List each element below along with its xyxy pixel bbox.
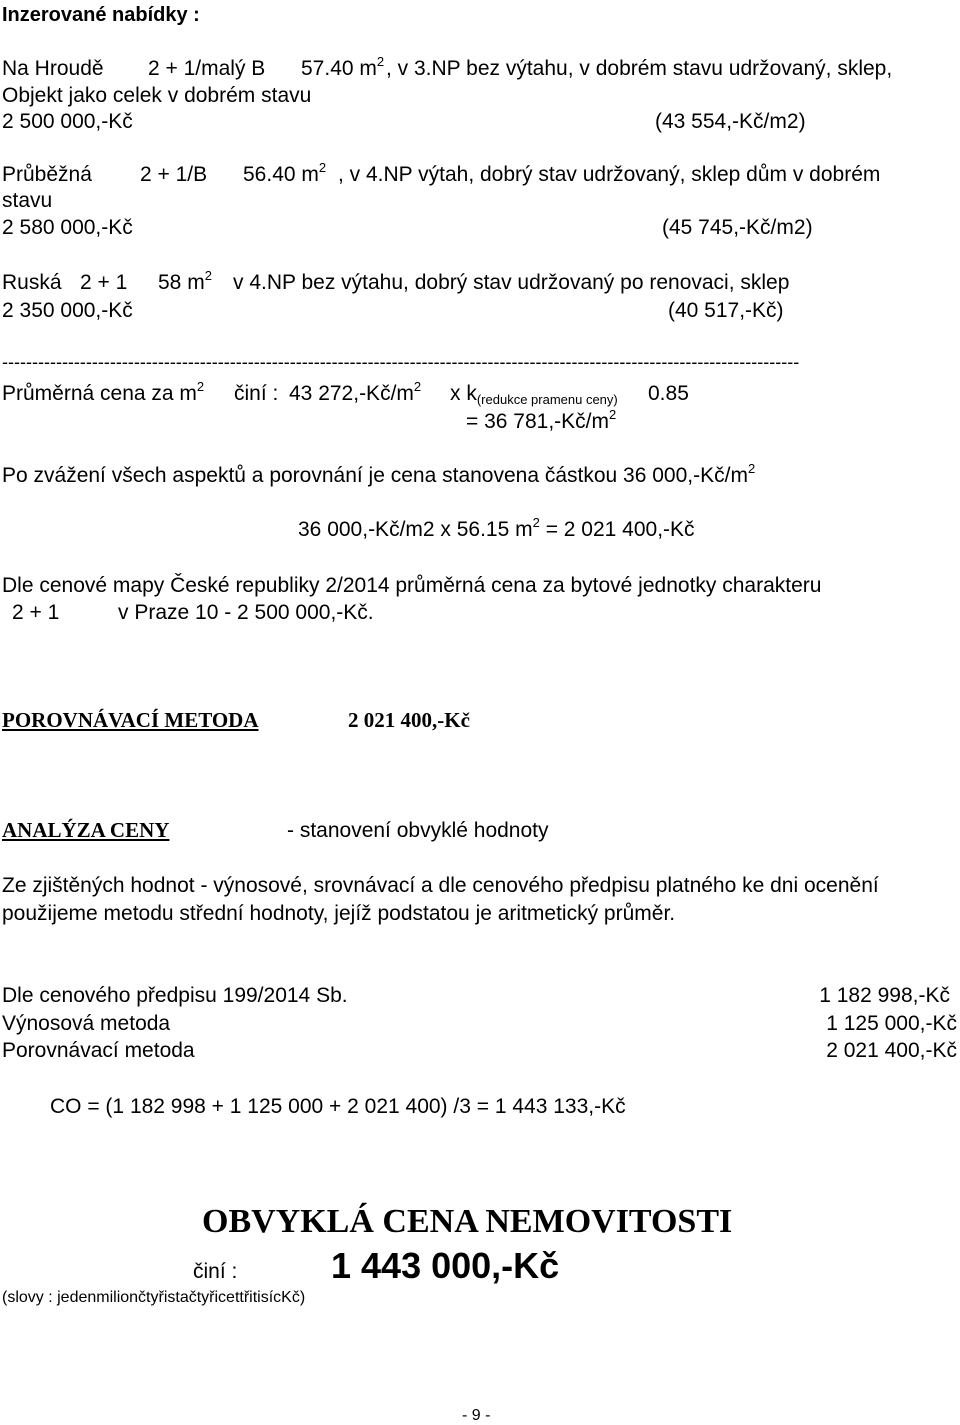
- offer-2-area: 56.40 $m^2$: [243, 160, 327, 186]
- offer-1-area: 57.40 $m^2$: [301, 54, 385, 80]
- comparison-method-title: POROVNÁVACÍ METODA: [2, 708, 259, 732]
- offer-2-price: 2 580 000,-Kč: [2, 216, 133, 239]
- average-label: Průměrná cena za $m^2$: [2, 379, 205, 405]
- reduction-coefficient: x $k_{(redukce pramenu ceny)}$: [450, 382, 618, 407]
- consideration-text: Po zvážení všech aspektů a porovnání je cena stanovena částkou 36 $000,-Kč/m^2$: [2, 461, 756, 487]
- price-map-line2: v Praze 10 - 2 500 000,-Kč.: [118, 601, 374, 624]
- offer-1-price-per-m2: (43 554,-Kč/m2): [655, 110, 806, 133]
- summary-row-label: Výnosová metoda: [2, 1012, 171, 1035]
- consideration-calculation: 36 000,-Kč/m2 x 56.15 $m^2 = 2$ 021 400,-Kč: [298, 515, 695, 541]
- offer-2-street: Průběžná: [2, 163, 92, 186]
- offer-2-description: , v 4.NP výtah, dobrý stav udržovaný, sklep dům v dobrém: [338, 163, 881, 186]
- reduction-value: 0.85: [648, 382, 689, 405]
- offer-1-street: Na Hroudě: [2, 57, 104, 80]
- offer-3-street: Ruská: [2, 271, 62, 294]
- average-value: 43 $272,-Kč/m^2$: [289, 379, 422, 405]
- offer-2-line2: stavu: [2, 189, 53, 212]
- offers-heading: Inzerované nabídky :: [2, 4, 200, 26]
- summary-row-label: Porovnávací metoda: [2, 1039, 195, 1062]
- price-map-line1: Dle cenové mapy České republiky 2/2014 průměrná cena za bytové jednotky charakteru: [2, 574, 822, 597]
- offer-2-price-per-m2: (45 745,-Kč/m2): [662, 216, 813, 239]
- final-value: 1 443 000,-Kč: [331, 1245, 560, 1286]
- final-cini: činí :: [193, 1260, 238, 1283]
- offer-3-layout: 2 + 1: [80, 271, 128, 294]
- co-formula: CO = (1 182 998 + 1 125 000 + 2 021 400) /3 = 1 443 133,-Kč: [50, 1095, 626, 1118]
- summary-row-value: 1 182 998,-Kč: [819, 984, 950, 1007]
- offer-2-layout: 2 + 1/B: [140, 163, 208, 186]
- analysis-subtitle: - stanovení obvyklé hodnoty: [287, 819, 549, 842]
- offer-1-price: 2 500 000,-Kč: [2, 110, 133, 133]
- final-words: (slovy : jedenmiliončtyřistačtyřicettřitisícKč): [2, 1289, 306, 1306]
- offer-1-description: , v 3.NP bez výtahu, v dobrém stavu udržovaný, sklep,: [386, 57, 893, 80]
- summary-row-value: 2 021 400,-Kč: [826, 1039, 957, 1062]
- offer-1-layout: 2 + 1/malý B: [148, 57, 266, 80]
- page-number: - 9 -: [462, 1407, 491, 1424]
- analysis-paragraph-line1: Ze zjištěných hodnot - výnosové, srovnávací a dle cenového předpisu platného ke dni ocenění: [2, 874, 879, 897]
- summary-row-label: Dle cenového předpisu 199/2014 Sb.: [2, 984, 348, 1007]
- offer-3-price-per-m2: (40 517,-Kč): [668, 299, 784, 322]
- offer-3-description: v 4.NP bez výtahu, dobrý stav udržovaný po renovaci, sklep: [233, 271, 790, 294]
- offer-3-area: 58 $m^2$: [158, 268, 212, 294]
- final-title: OBVYKLÁ CENA NEMOVITOSTI: [202, 1203, 733, 1240]
- average-result: = 36 $781,-Kč/m^2$: [466, 407, 617, 433]
- dashed-separator: -------------------------------------------------------------------------------------------------------------------------------------: [2, 353, 800, 371]
- analysis-title: ANALÝZA CENY: [2, 818, 170, 842]
- summary-row-value: 1 125 000,-Kč: [826, 1012, 957, 1035]
- comparison-method-value: 2 021 400,-Kč: [348, 708, 470, 732]
- average-cini: činí :: [234, 382, 279, 405]
- price-map-layout: 2 + 1: [12, 601, 60, 624]
- offer-3-price: 2 350 000,-Kč: [2, 299, 133, 322]
- offer-1-line2: Objekt jako celek v dobrém stavu: [2, 84, 312, 107]
- analysis-paragraph-line2: použijeme metodu střední hodnoty, jejíž podstatou je aritmetický průměr.: [2, 902, 676, 925]
